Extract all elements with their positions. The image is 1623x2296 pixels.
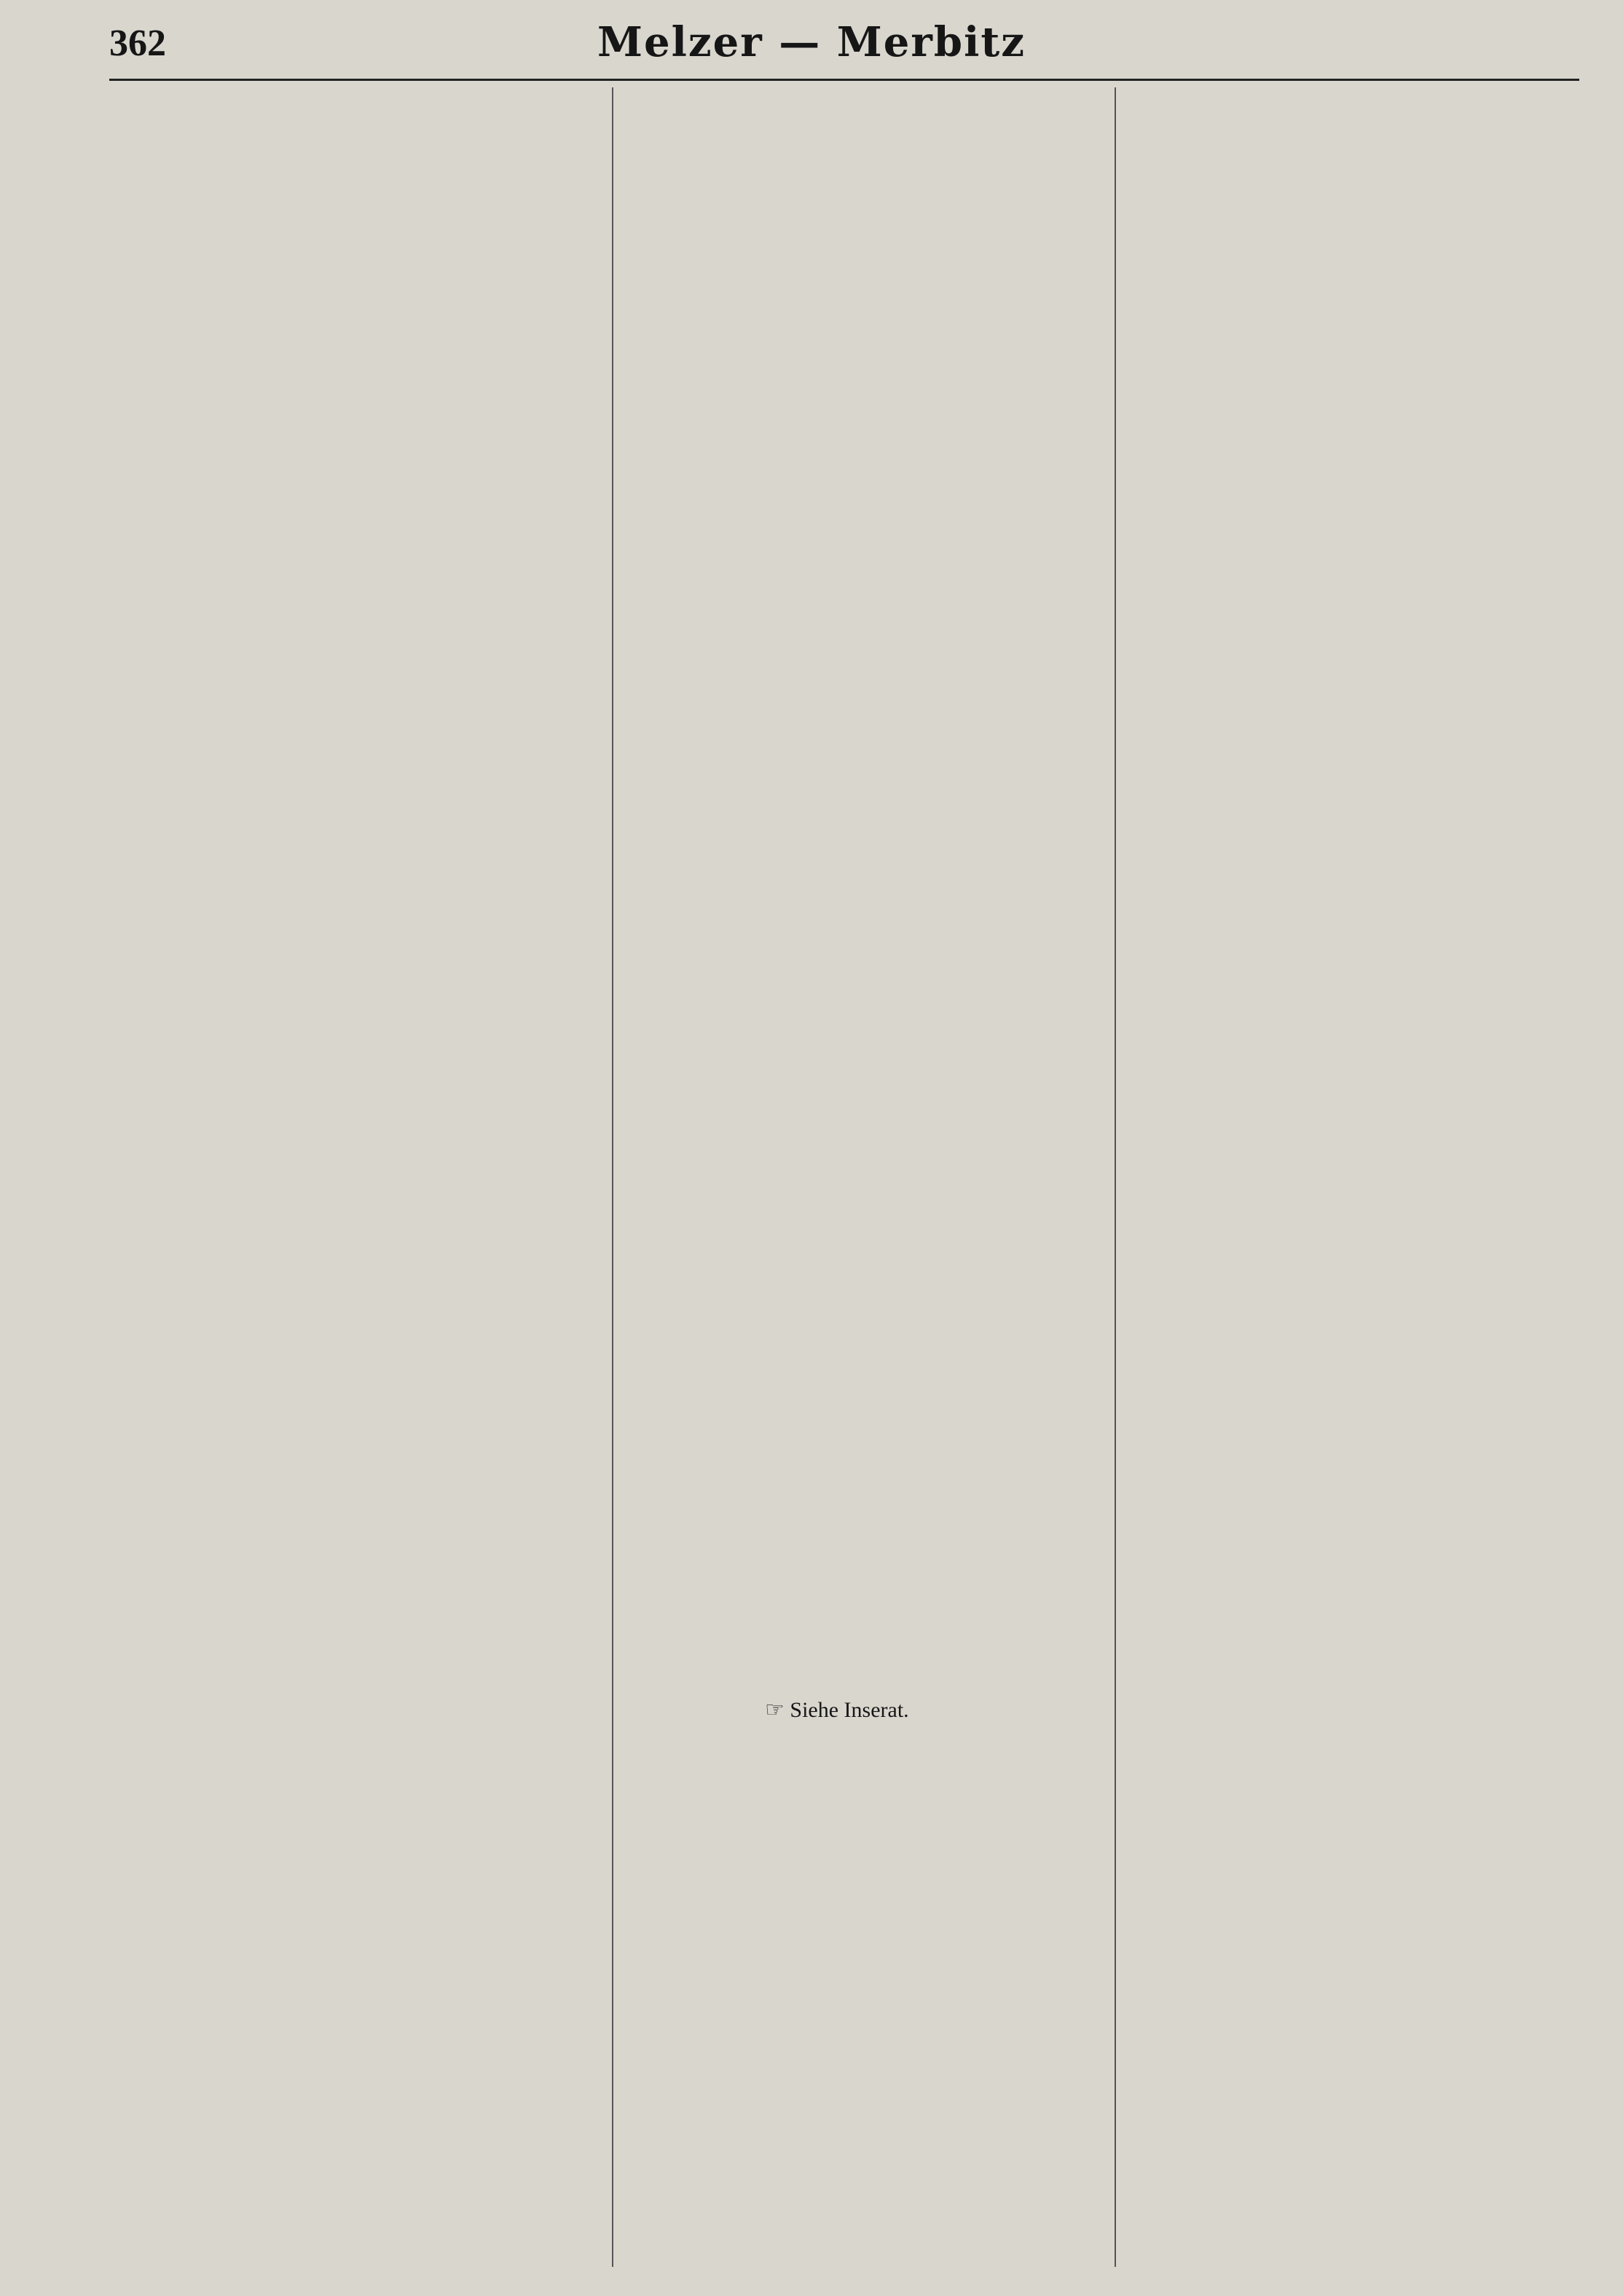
running-head: Melzer — Merbitz <box>597 18 1026 66</box>
see-advertisement-note: ☞ Siehe Inserat. <box>765 1698 909 1722</box>
column-1 <box>109 87 605 2267</box>
column-3 <box>1115 87 1579 2267</box>
page-number: 362 <box>109 23 166 64</box>
column-2 <box>612 87 1107 2267</box>
header-rule <box>109 79 1579 81</box>
